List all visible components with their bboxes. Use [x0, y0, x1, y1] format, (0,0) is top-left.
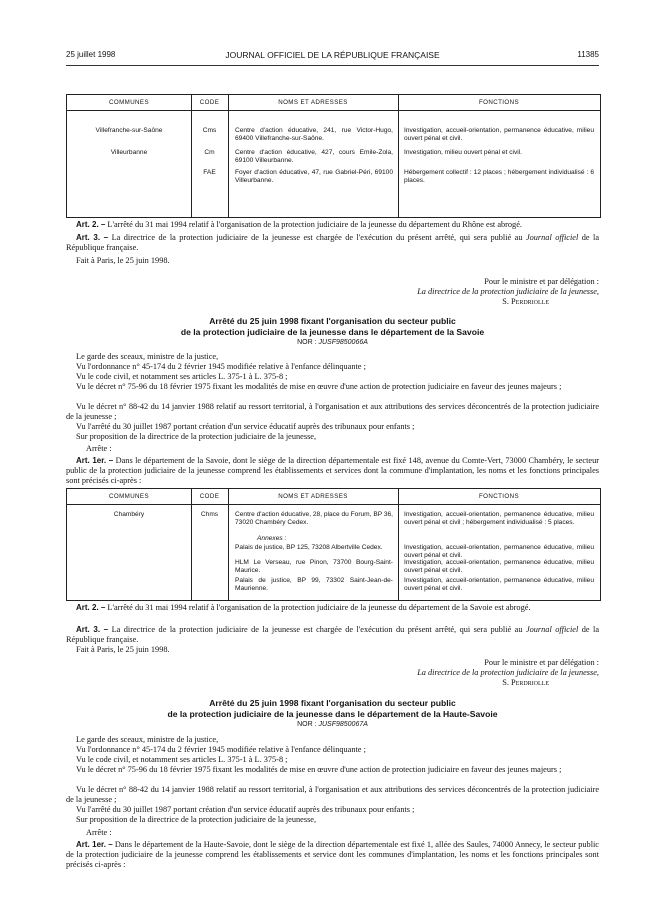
arrete-label: Arrête : [86, 828, 112, 837]
preamble-line: Vu le décret n° 88-42 du 14 janvier 1988 relatif au ressort territorial, à l'organisation et aux attributions des services déconcentrés de la protection judiciaire de la jeunesse ; [66, 785, 599, 805]
th-fonctions: FONCTIONS [478, 493, 520, 500]
article-label: Art. 1er. – [76, 840, 113, 849]
cell-fonctions: Investigation, accueil-orientation, permanence éducative, milieu ouvert pénal et civil. [404, 577, 594, 593]
header-date: 25 juillet 1998 [66, 50, 116, 59]
nor-code: JUSF9850066A [318, 339, 368, 346]
article-3 [66, 233, 599, 253]
cell-fonctions: Investigation, accueil-orientation, permanence éducative, milieu ouvert pénal et civil. [404, 127, 594, 143]
cell-fonctions: Hébergement collectif : 12 places ; hébergement individualisé : 6 places. [404, 169, 594, 185]
cell-fonctions: Investigation, milieu ouvert pénal et civil. [404, 149, 523, 156]
preamble-line: Sur proposition de la directrice de la protection judiciaire de la jeunesse, [76, 432, 317, 441]
table-savoie [66, 488, 601, 601]
arrete-title: Arrêté du 25 juin 1998 fixant l'organisation du secteur public [209, 698, 456, 708]
signature-name: S. Perdriolle [502, 297, 549, 306]
header-rule [66, 65, 599, 66]
article-text: Dans le département de la Haute-Savoie, dont le siège de la direction départementale est fixé 1, allée des Saules, 74000 Annecy, le secteur public de la protection judiciaire de la jeunesse comprend les établissements et service dont les communes d'implantation, les noms et les fonctions principales sont précisés ci-après : [66, 840, 599, 870]
nor-label: NOR : [297, 721, 317, 728]
article-text: de la République française. [66, 625, 600, 645]
article-text: de la République française. [66, 233, 600, 253]
cell-fonctions: Investigation, accueil-orientation, permanence éducative, milieu ouvert pénal et civil ; hébergement individualisé : 5 places. [404, 511, 594, 527]
th-code: CODE [199, 99, 220, 106]
preamble-line: Vu l'arrêté du 30 juillet 1987 portant création d'un service éducatif auprès des tribunaux pour enfants ; [76, 805, 415, 814]
cell-fonctions: Investigation, accueil-orientation, permanence éducative, milieu ouvert pénal et civil. [404, 544, 594, 560]
cell-code: FAE [203, 169, 216, 176]
fait-a-paris: Fait à Paris, le 25 juin 1998. [76, 256, 170, 265]
preamble-line: Vu le décret n° 88-42 du 14 janvier 1988 relatif au ressort territorial, à l'organisation et aux attributions des services déconcentrés de la protection judiciaire de la jeunesse ; [66, 402, 599, 422]
th-communes: COMMUNES [109, 493, 149, 500]
signature-line-1: Pour le ministre et par délégation : [484, 658, 599, 667]
journal-name: Journal officiel [525, 233, 579, 242]
cell-commune: Villefranche-sur-Saône [95, 127, 163, 134]
column-divider [398, 489, 399, 600]
cell-code: Chms [200, 511, 219, 518]
article-label: Art. 2. – [76, 220, 106, 229]
th-communes: COMMUNES [109, 99, 149, 106]
article-2 [66, 603, 599, 613]
cell-code: Cms [202, 127, 217, 134]
article-label: Art. 1er. – [76, 456, 114, 465]
cell-noms: Centre d'action éducative, 241, rue Victor-Hugo, 69400 Villefranche-sur-Saône. [235, 127, 393, 143]
article-1 [66, 840, 599, 871]
nor-reference [66, 339, 599, 346]
preamble-line: Vu l'ordonnance n° 45-174 du 2 février 1945 modifiée relative à l'enfance délinquante ; [76, 362, 366, 371]
th-noms: NOMS ET ADRESSES [278, 99, 348, 106]
article-text: La directrice de la protection judiciaire de la jeunesse est chargée de l'exécution du présent arrêté, qui sera publié au [111, 233, 523, 242]
article-3 [66, 625, 599, 645]
cell-commune: Villeurbanne [110, 149, 148, 156]
preamble-line: Vu le code civil, et notamment ses articles L. 375-1 à L. 375-8 ; [76, 372, 288, 381]
cell-annexe: Palais de justice, BP 99, 73302 Saint-Jean-de-Maurienne. [235, 577, 393, 593]
nor-label: NOR : [297, 339, 317, 346]
article-2 [66, 220, 599, 230]
preamble-line: Le garde des sceaux, ministre de la justice, [76, 352, 219, 361]
th-noms: NOMS ET ADRESSES [278, 493, 348, 500]
article-label: Art. 3. – [76, 625, 109, 634]
page-header [66, 50, 599, 64]
preamble-line: Vu l'arrêté du 30 juillet 1987 portant création d'un service éducatif auprès des tribunaux pour enfants ; [76, 422, 415, 431]
preamble-line: Vu l'ordonnance n° 45-174 du 2 février 1945 modifiée relative à l'enfance délinquante ; [76, 745, 366, 754]
article-1 [66, 456, 599, 487]
cell-noms: Centre d'action éducative, 28, place du Forum, BP 36, 73020 Chambéry Cedex. [235, 511, 394, 527]
preamble-line: Vu le code civil, et notamment ses articles L. 375-1 à L. 375-8 ; [76, 755, 288, 764]
nor-code: JUSF9850067A [318, 721, 368, 728]
cell-annexe: HLM Le Verseau, rue Pinon, 73700 Bourg-Saint-Maurice. [235, 559, 393, 575]
preamble-line: Vu le décret n° 75-96 du 18 février 1975 fixant les modalités de mise en œuvre d'une action de protection judiciaire en faveur des jeunes majeurs ; [76, 382, 562, 391]
th-fonctions: FONCTIONS [478, 99, 520, 106]
signature-name: S. Perdriolle [502, 678, 549, 687]
preamble-line: Vu le décret n° 75-96 du 18 février 1975 fixant les modalités de mise en œuvre d'une action de protection judiciaire en faveur des jeunes majeurs ; [76, 765, 562, 774]
nor-reference [66, 721, 599, 728]
arrete-title: de la protection judiciaire de la jeunesse dans le département de la Haute-Savoie [167, 709, 498, 719]
cell-noms: Centre d'action éducative, 427, cours Emile-Zola, 69100 Villeurbanne. [235, 149, 393, 165]
column-divider [228, 95, 229, 217]
column-divider [228, 489, 229, 600]
cell-fonctions: Investigation, accueil-orientation, permanence éducative, milieu ouvert pénal et civil. [404, 559, 594, 575]
column-divider [191, 489, 192, 600]
journal-name: Journal officiel [525, 625, 579, 634]
arrete-title: Arrêté du 25 juin 1998 fixant l'organisation du secteur public [209, 316, 456, 326]
preamble-line: Le garde des sceaux, ministre de la justice, [76, 735, 219, 744]
cell-annexe: Palais de justice, BP 125, 73208 Albertville Cedex. [235, 544, 383, 551]
cell-noms: Foyer d'action éducative, 47, rue Gabriel-Péri, 69100 Villeurbanne. [235, 169, 393, 185]
signature-line-2: La directrice de la protection judiciaire de la jeunesse, [417, 287, 599, 296]
article-text: L'arrêté du 31 mai 1994 relatif à l'organisation de la protection judiciaire de la jeunesse du département de la Savoie est abrogé. [107, 603, 531, 612]
table-rhone [66, 94, 601, 218]
cell-code: Cm [204, 149, 215, 156]
arrete-label: Arrête : [86, 444, 112, 453]
th-code: CODE [199, 493, 220, 500]
arrete-title: de la protection judiciaire de la jeunesse dans le département de la Savoie [180, 327, 485, 337]
article-text: La directrice de la protection judiciaire de la jeunesse est chargée de l'exécution du présent arrêté, qui sera publié au [111, 625, 523, 634]
header-page-number: 11385 [577, 50, 599, 59]
annexes-label: Annexes : [257, 535, 287, 542]
article-label: Art. 2. – [76, 603, 106, 612]
signature-line-2: La directrice de la protection judiciaire de la jeunesse, [417, 668, 599, 677]
signature-line-1: Pour le ministre et par délégation : [484, 277, 599, 286]
cell-commune: Chambéry [113, 511, 145, 518]
article-text: L'arrêté du 31 mai 1994 relatif à l'organisation de la protection judiciaire de la jeunesse du département du Rhône est abrogé. [107, 220, 522, 229]
header-journal-title: JOURNAL OFFICIEL DE LA RÉPUBLIQUE FRANÇAISE [225, 50, 440, 60]
column-divider [398, 95, 399, 217]
article-text: Dans le département de la Savoie, dont le siège de la direction départementale est fixé 148, avenue du Comte-Vert, 73000 Chambéry, le secteur public de la protection judiciaire de la jeunesse comprend les établissements et services dont la commune d'implantation, les noms et les fonctions principales sont précisés ci-après : [66, 456, 599, 486]
preamble-line: Sur proposition de la directrice de la protection judiciaire de la jeunesse, [76, 815, 317, 824]
fait-a-paris: Fait à Paris, le 25 juin 1998. [76, 645, 170, 654]
article-label: Art. 3. – [76, 233, 109, 242]
